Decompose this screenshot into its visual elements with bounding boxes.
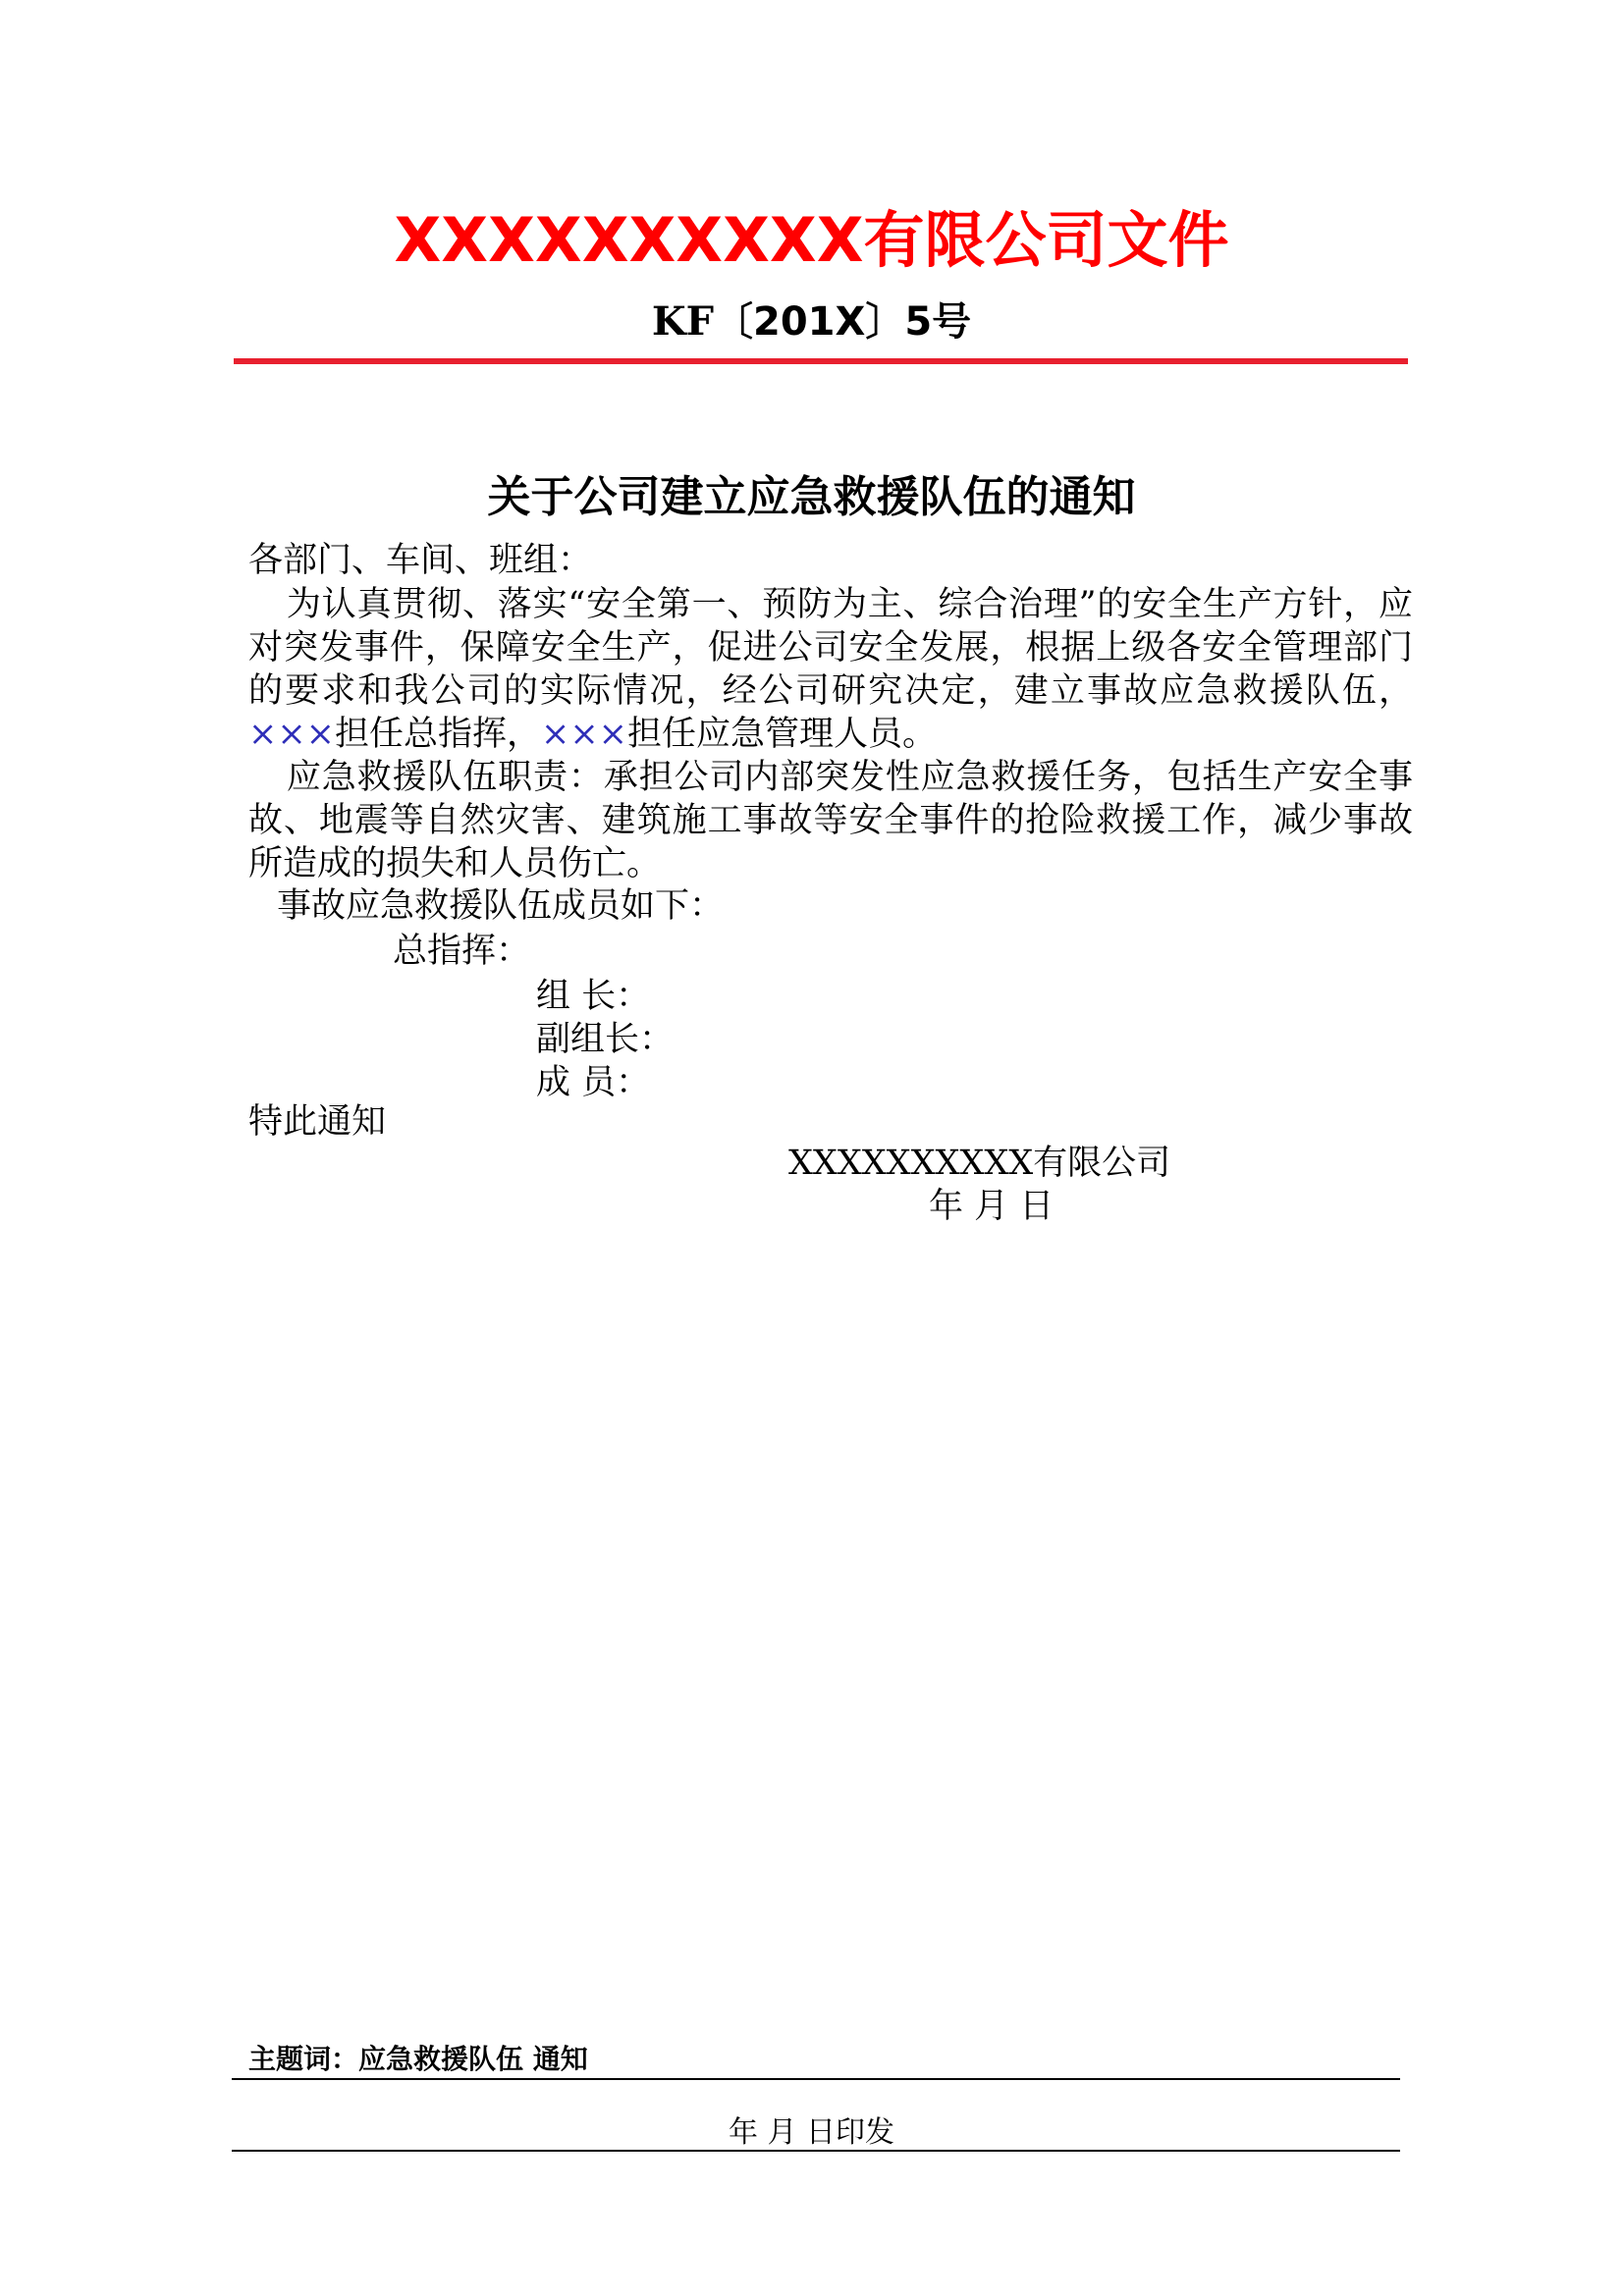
subject-words: 主题词：应急救援队伍 通知 [248, 2043, 588, 2075]
footer-rule-top [232, 2078, 1400, 2080]
manager-placeholder: ××× [541, 715, 627, 754]
para1-mid: 担任总指挥， [334, 715, 541, 754]
footer-rule-bottom [232, 2150, 1400, 2152]
member-label: 成 员： [536, 1063, 651, 1102]
commander-label: 总指挥： [393, 932, 531, 971]
signature-date: 年 月 日 [929, 1187, 1055, 1226]
signature-company: XXXXXXXXXX有限公司 [788, 1144, 1171, 1183]
members-intro: 事故应急救援队伍成员如下： [277, 886, 725, 926]
paragraph-2 [248, 756, 1413, 885]
salutation: 各部门、车间、班组： [248, 541, 593, 580]
company-document-header [0, 201, 1623, 280]
doc-prefix: KF [651, 298, 714, 345]
closing-text: 特此通知 [248, 1102, 387, 1142]
para1-end: 担任应急管理人员。 [626, 715, 937, 754]
header-red-rule [234, 358, 1408, 364]
commander-placeholder: ××× [248, 715, 335, 754]
deputy-leader-label: 副组长： [536, 1020, 675, 1059]
company-title-text: XXXXXXXXXX有限公司文件 [394, 204, 1229, 276]
document-number [0, 293, 1623, 351]
para1-text: 为认真贯彻、落实“安全第一、预防为主、综合治理”的安全生产方针，应对突发事件，保障安全生产，促进公司安全发展，根据上级各安全管理部门的要求和我公司的实际情况，经公司研究决定，建立事故应急救援队伍， [248, 585, 1413, 711]
paragraph-1 [248, 583, 1413, 756]
print-date: 年 月 日印发 [728, 2115, 895, 2150]
doc-year-number: 〔201X〕5号 [714, 299, 972, 345]
para2-text: 应急救援队伍职责：承担公司内部突发性应急救援任务，包括生产安全事故、地震等自然灾害、建筑施工事故等安全事件的抢险救援工作，减少事故所造成的损失和人员伤亡。 [248, 758, 1413, 883]
notice-title: 关于公司建立应急救援队伍的通知 [487, 472, 1136, 522]
leader-label: 组 长： [536, 977, 651, 1016]
